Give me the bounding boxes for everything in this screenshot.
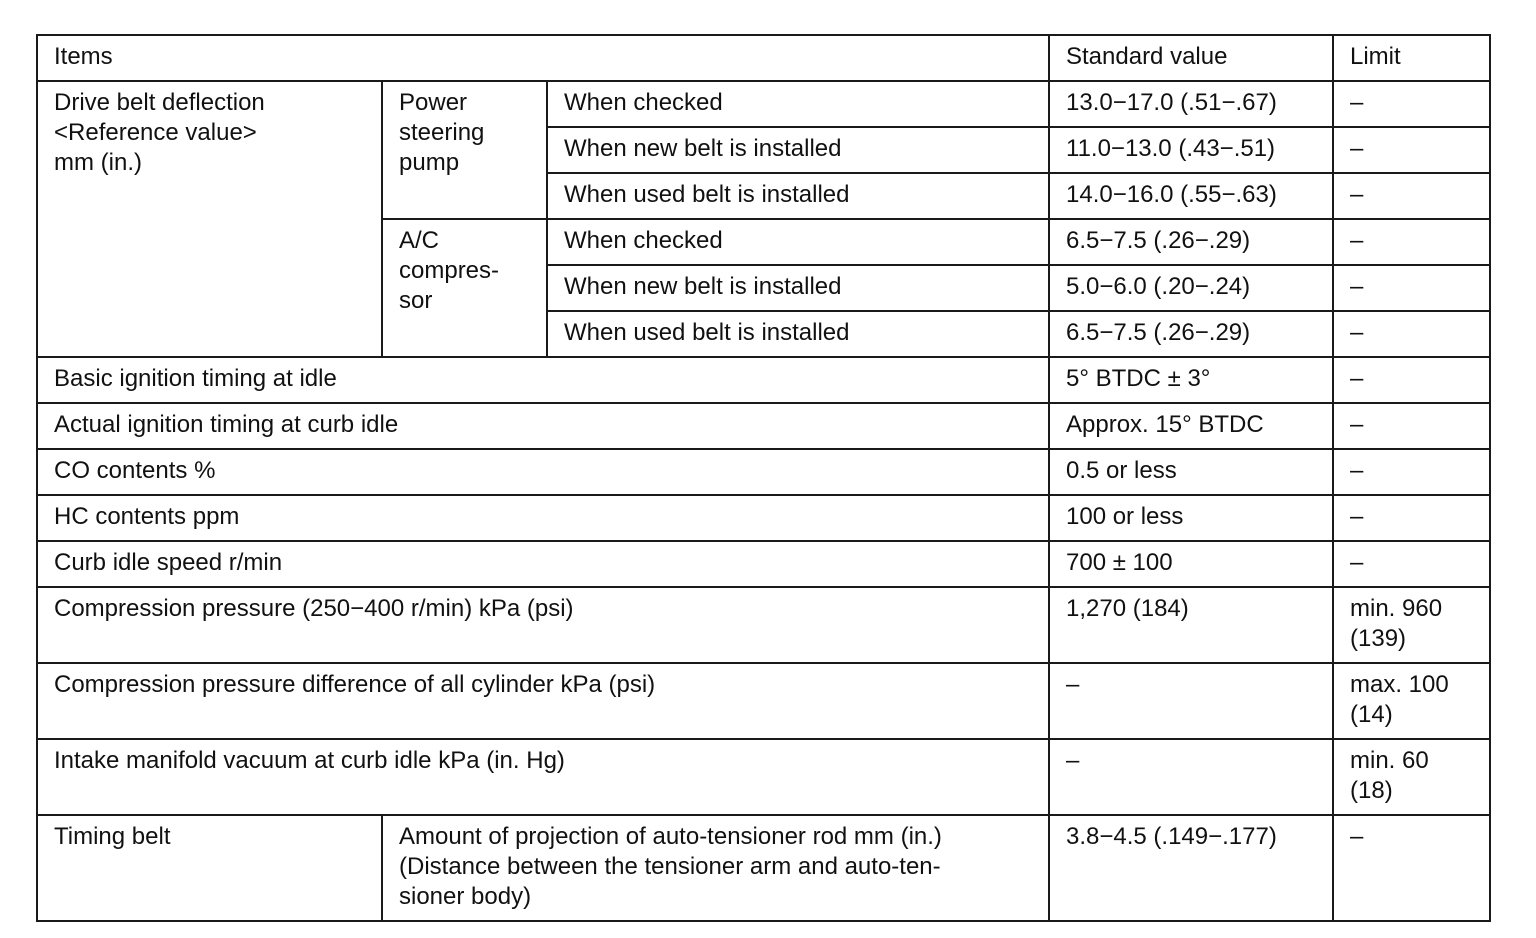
table-row <box>37 541 1490 587</box>
header-standard-value: Standard value <box>1049 35 1333 81</box>
standard-cell: – <box>1049 663 1333 739</box>
limit-cell: – <box>1333 449 1490 495</box>
timing-belt-detail: Amount of projection of auto-tensioner rod mm (in.) (Distance between the tensioner arm and auto-ten- sioner body) <box>382 815 1049 921</box>
limit-cell: – <box>1333 541 1490 587</box>
limit-cell: min. 960 (139) <box>1333 587 1490 663</box>
drive-belt-label: Drive belt deflection <Reference value> mm (in.) <box>37 81 382 357</box>
limit-cell: – <box>1333 127 1490 173</box>
limit-cell: – <box>1333 815 1490 921</box>
limit-cell: – <box>1333 265 1490 311</box>
table-row <box>37 815 1490 921</box>
item-cell: Intake manifold vacuum at curb idle kPa (in. Hg) <box>37 739 1049 815</box>
standard-cell: 5.0−6.0 (.20−.24) <box>1049 265 1333 311</box>
limit-cell: min. 60 (18) <box>1333 739 1490 815</box>
condition-cell: When new belt is installed <box>547 127 1049 173</box>
standard-cell: 14.0−16.0 (.55−.63) <box>1049 173 1333 219</box>
table-row <box>37 739 1490 815</box>
ac-compressor-label: A/C compres- sor <box>382 219 547 357</box>
limit-cell: – <box>1333 173 1490 219</box>
table-row <box>37 81 1490 127</box>
item-cell: Actual ignition timing at curb idle <box>37 403 1049 449</box>
standard-cell: 11.0−13.0 (.43−.51) <box>1049 127 1333 173</box>
limit-cell: – <box>1333 357 1490 403</box>
standard-cell: 100 or less <box>1049 495 1333 541</box>
header-row <box>37 35 1490 81</box>
timing-belt-label: Timing belt <box>37 815 382 921</box>
limit-cell: – <box>1333 81 1490 127</box>
table-row <box>37 403 1490 449</box>
limit-cell: – <box>1333 403 1490 449</box>
power-steering-label: Power steering pump <box>382 81 547 219</box>
standard-cell: 0.5 or less <box>1049 449 1333 495</box>
table-row <box>37 663 1490 739</box>
standard-cell: 700 ± 100 <box>1049 541 1333 587</box>
limit-cell: max. 100 (14) <box>1333 663 1490 739</box>
limit-cell: – <box>1333 495 1490 541</box>
table-row <box>37 495 1490 541</box>
limit-cell: – <box>1333 219 1490 265</box>
standard-cell: 1,270 (184) <box>1049 587 1333 663</box>
table-row <box>37 357 1490 403</box>
item-cell: CO contents % <box>37 449 1049 495</box>
header-limit: Limit <box>1333 35 1490 81</box>
standard-cell: – <box>1049 739 1333 815</box>
specification-table <box>36 34 1491 922</box>
standard-cell: 13.0−17.0 (.51−.67) <box>1049 81 1333 127</box>
table-row <box>37 449 1490 495</box>
condition-cell: When used belt is installed <box>547 173 1049 219</box>
item-cell: Compression pressure difference of all cylinder kPa (psi) <box>37 663 1049 739</box>
condition-cell: When new belt is installed <box>547 265 1049 311</box>
limit-cell: – <box>1333 311 1490 357</box>
item-cell: Curb idle speed r/min <box>37 541 1049 587</box>
table-row <box>37 587 1490 663</box>
condition-cell: When used belt is installed <box>547 311 1049 357</box>
standard-cell: 3.8−4.5 (.149−.177) <box>1049 815 1333 921</box>
standard-cell: 6.5−7.5 (.26−.29) <box>1049 219 1333 265</box>
condition-cell: When checked <box>547 81 1049 127</box>
condition-cell: When checked <box>547 219 1049 265</box>
header-items: Items <box>37 35 1049 81</box>
standard-cell: Approx. 15° BTDC <box>1049 403 1333 449</box>
item-cell: Compression pressure (250−400 r/min) kPa (psi) <box>37 587 1049 663</box>
standard-cell: 5° BTDC ± 3° <box>1049 357 1333 403</box>
item-cell: HC contents ppm <box>37 495 1049 541</box>
item-cell: Basic ignition timing at idle <box>37 357 1049 403</box>
standard-cell: 6.5−7.5 (.26−.29) <box>1049 311 1333 357</box>
